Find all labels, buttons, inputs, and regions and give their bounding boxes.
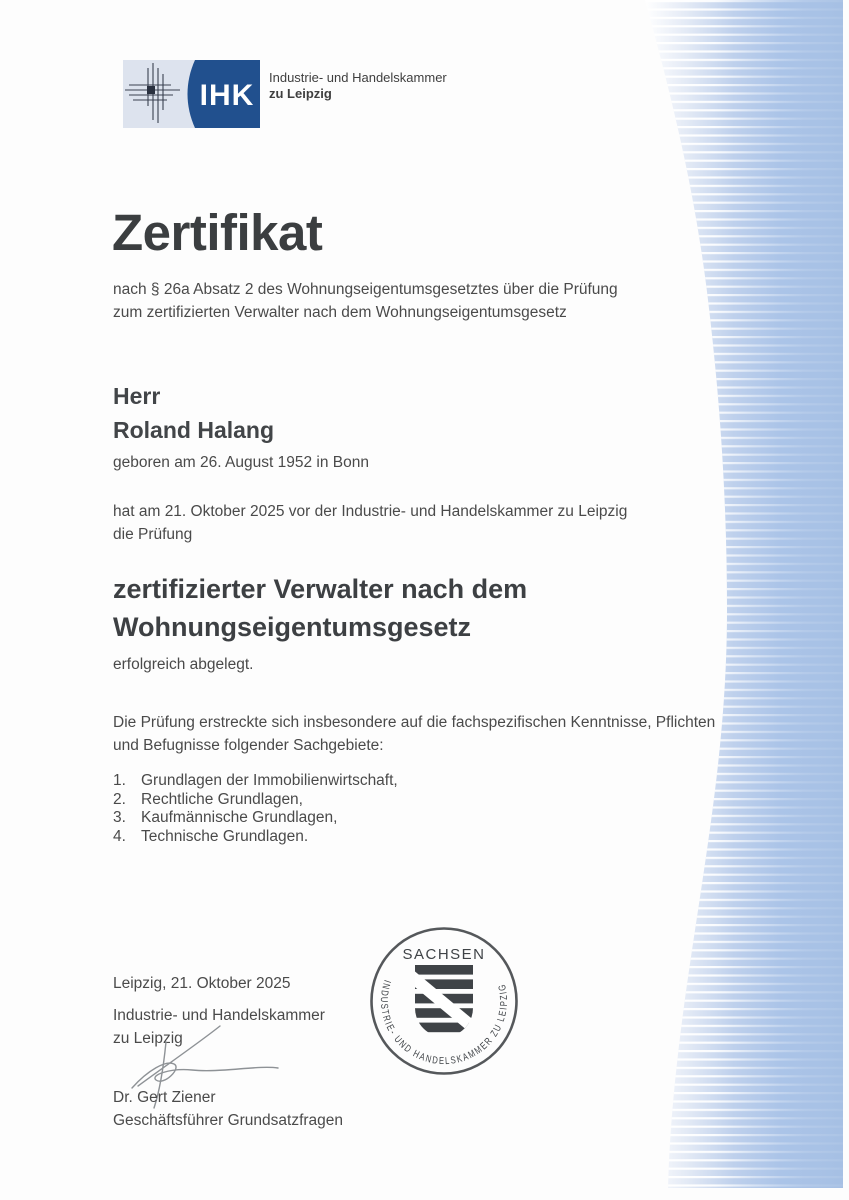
subtitle-line1: nach § 26a Absatz 2 des Wohnungseigentumsgesetztes über die Prüfung (113, 281, 618, 298)
exam-statement (113, 501, 627, 546)
issuer-line2: zu Leipzig (113, 1029, 183, 1047)
scope-intro (113, 712, 715, 757)
exam-subject-heading (113, 570, 527, 646)
exam-statement-line2: die Prüfung (113, 525, 193, 543)
logo-org-name (269, 70, 447, 102)
seal-region-label: SACHSEN (402, 946, 486, 963)
subtitle (113, 279, 618, 324)
subject-list (113, 772, 398, 846)
signer-block (113, 1087, 343, 1132)
recipient-name: Roland Halang (113, 417, 275, 443)
issuer-line1: Industrie- und Handelskammer (113, 1007, 325, 1024)
place-date: Leipzig, 21. Oktober 2025 (113, 975, 291, 992)
list-item (113, 828, 398, 847)
list-item-number: 3. (113, 809, 126, 827)
exam-subject-line1: zertifizierter Verwalter nach dem (113, 574, 528, 604)
list-item-label: Technische Grundlagen. (141, 827, 309, 845)
list-item-label: Grundlagen der Immobilienwirtschaft, (141, 772, 398, 789)
logo-org-line2: zu Leipzig (269, 86, 332, 101)
exam-result: erfolgreich abgelegt. (113, 656, 254, 673)
recipient-birth-line: geboren am 26. August 1952 in Bonn (113, 454, 369, 471)
recipient-block (113, 379, 369, 474)
list-item-label: Rechtliche Grundlagen, (141, 790, 303, 808)
logo-org-line1: Industrie- und Handelskammer (269, 70, 447, 85)
ihk-acronym: IHK (199, 79, 255, 112)
subtitle-line2: zum zertifizierten Verwalter nach dem Wohnungseigentumsgesetz (113, 303, 567, 321)
list-item (113, 791, 398, 810)
list-item-label: Kaufmännische Grundlagen, (141, 809, 338, 827)
exam-subject-line2: Wohnungseigentumsgesetz (113, 612, 472, 642)
scope-intro-line1: Die Prüfung erstreckte sich insbesondere auf die fachspezifischen Kenntnisse, Pflichten (113, 714, 716, 731)
chamber-seal (369, 926, 519, 1076)
recipient-salutation: Herr (113, 383, 161, 409)
list-item-number: 2. (113, 790, 126, 808)
list-item (113, 809, 398, 828)
decorative-gradient-band (630, 0, 849, 1200)
list-item-number: 4. (113, 827, 126, 845)
scope-intro-line2: und Befugnisse folgender Sachgebiete: (113, 736, 384, 754)
ihk-logo (123, 60, 260, 128)
exam-statement-line1: hat am 21. Oktober 2025 vor der Industrie- und Handelskammer zu Leipzig (113, 503, 628, 520)
saxony-shield-icon (405, 965, 481, 1034)
page-title: Zertifikat (112, 204, 323, 261)
signer-name: Dr. Gert Ziener (113, 1089, 216, 1106)
list-item (113, 772, 398, 791)
list-item-number: 1. (113, 772, 126, 789)
seal-ring-text: INDUSTRIE- UND HANDELSKAMMER ZU LEIPZIG (377, 978, 511, 1068)
signer-title: Geschäftsführer Grundsatzfragen (113, 1111, 344, 1129)
